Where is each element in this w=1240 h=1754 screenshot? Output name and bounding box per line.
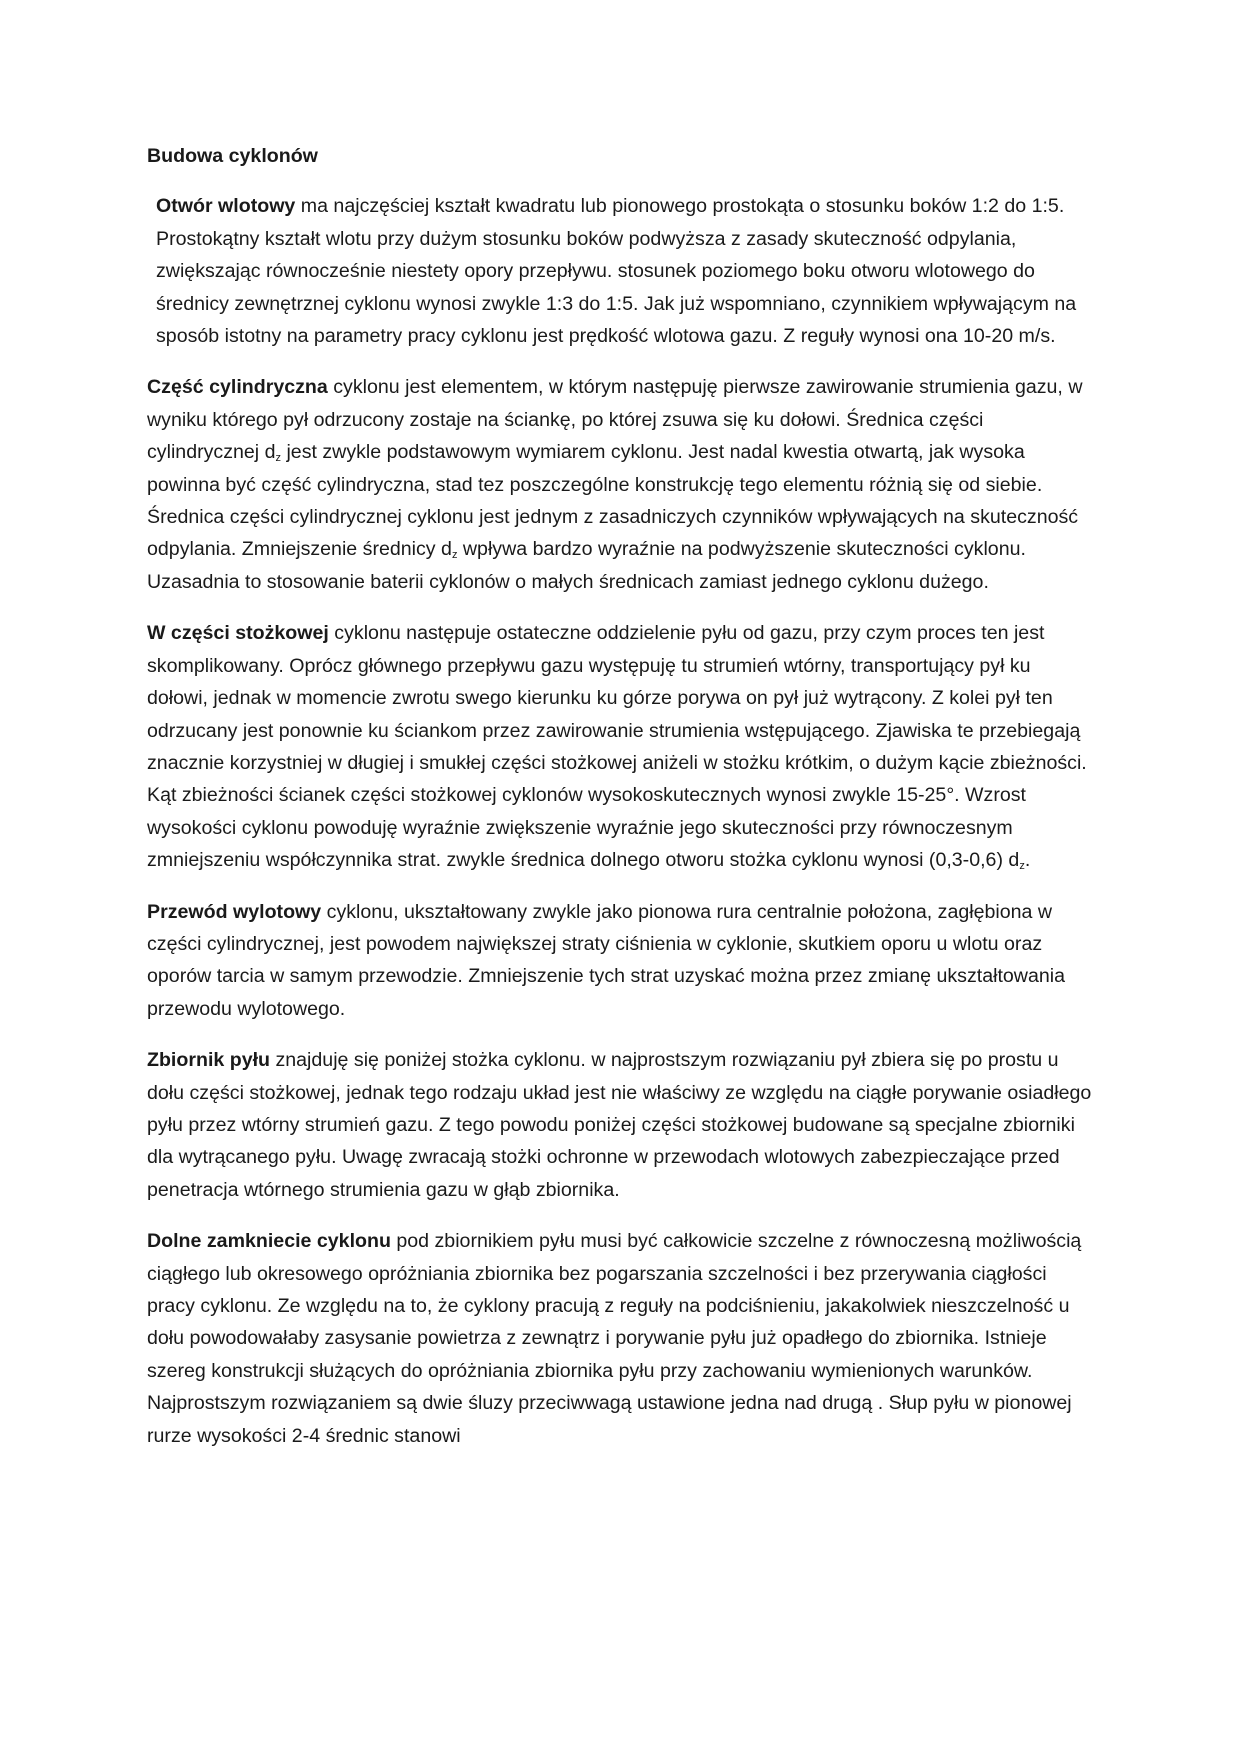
paragraph-lead: Część cylindryczna [147, 376, 328, 399]
paragraph-lead: Przewód wylotowy [147, 900, 322, 923]
paragraph-lead: Dolne zamkniecie cyklonu [147, 1230, 391, 1253]
document-title: Budowa cyklonów [147, 145, 318, 167]
paragraph-text: . [1024, 849, 1031, 872]
paragraph-text: jest zwykle podstawowym wymiarem cyklonu. Jest nadal kwestia otwartą, jak wysoka powinna być część cylindryczna, stad tez poszczególne konstrukcję tego elementu różnią się od siebie. Średnica części cylindrycznej cyklonu jest jednym z zasadniczych czynników wpływających na skuteczność odpylania. Zmniejszenie średnicy d [147, 441, 1079, 561]
paragraph-cylindrical [147, 371, 1092, 598]
paragraph-text: wpływa bardzo wyraźnie na podwyższenie skuteczności cyklonu. Uzasadnia to stosowanie baterii cyklonów o małych średnicach zamiast jednego cyklonu dużego. [147, 538, 1026, 593]
paragraph-text: pod zbiornikiem pyłu musi być całkowicie szczelne z równoczesną możliwością ciągłego lub okresowego opróżniania zbiornika bez pogarszania szczelności i bez przerywania ciągłości pracy cyklonu. Ze względu na to, że cyklony pracują z reguły na podciśnieniu, jakakolwiek nieszczelność u dołu powodowałaby zasysanie powietrza z zewnątrz i porywanie pyłu już opadłego do zbiornika. Istnieje szereg konstrukcji służących do opróżniania zbiornika pyłu przy zachowaniu wymienionych warunków. Najprostszym rozwiązaniem są dwie śluzy przeciwwagą ustawione jedna nad drugą . Słup pyłu w pionowej rurze wysokości 2-4 średnic stanowi [147, 1230, 1082, 1447]
paragraph-text: cyklonu następuje ostateczne oddzielenie pyłu od gazu, przy czym proces ten jest skomplikowany. Oprócz głównego przepływu gazu występuję tu strumień wtórny, transportujący pył ku dołowi, jednak w momencie zwrotu swego kierunku ku górze porywa on pył już wytrącony. Z kolei pył ten odrzucany jest ponownie ku ściankom przez zawirowanie strumienia wstępującego. Zjawiska te przebiegają znacznie korzystniej w długiej i smukłej części stożkowej aniżeli w stożku krótkim, o dużym kącie zbieżności. Kąt zbieżności ścianek części stożkowej cyklonów wysokoskutecznych wynosi zwykle 15-25°. Wzrost wysokości cyklonu powoduję wyraźnie zwiększenie wyraźnie jego skuteczności przy równoczesnym zmniejszeniu współczynnika strat. zwykle średnica dolnego otworu stożka cyklonu wynosi (0,3-0,6) d [147, 622, 1087, 872]
paragraph-lead: W części stożkowej [147, 622, 329, 645]
paragraph-text: cyklonu jest elementem, w którym następuję pierwsze zawirowanie strumienia gazu, w wyniku którego pył odrzucony zostaje na ściankę, po której zsuwa się ku dołowi. Średnica części cylindrycznej d [147, 376, 1083, 464]
subscript: z [275, 452, 281, 465]
subscript: z [451, 549, 458, 562]
paragraph-text: cyklonu, ukształtowany zwykle jako pionowa rura centralnie położona, zagłębiona w części cylindrycznej, jest powodem największej straty ciśnienia w cyklonie, skutkiem oporu u wlotu oraz oporów tarcia w samym przewodzie. Zmniejszenie tych strat uzyskać można przez zmianę ukształtowania przewodu wylotowego. [147, 900, 1065, 1020]
document-page [147, 140, 1092, 1471]
paragraph-lead: Otwór wlotowy [156, 195, 296, 218]
paragraph-text: znajduję się poniżej stożka cyklonu. w najprostszym rozwiązaniu pył zbiera się po prostu u dołu części stożkowej, jednak tego rodzaju układ jest nie właściwy ze względu na ciągłe porywanie osiadłego pyłu przez wtórny strumień gazu. Z tego powodu poniżej części stożkowej budowane są specjalne zbiorniki dla wytrącanego pyłu. Uwagę zwracają stożki ochronne w przewodach wlotowych zabezpieczające przed penetracja wtórnego strumienia gazu w głąb zbiornika. [147, 1049, 1092, 1201]
subscript: z [1019, 860, 1025, 873]
paragraph-lead: Zbiornik pyłu [147, 1049, 271, 1072]
paragraph-dust-tank [147, 1044, 1092, 1206]
paragraph-text: ma najczęściej kształt kwadratu lub pionowego prostokąta o stosunku boków 1:2 do 1:5. Prostokątny kształt wlotu przy dużym stosunku boków podwyższa z zasady skuteczność odpylania, zwiększając równocześnie niestety opory przepływu. stosunek poziomego boku otworu wlotowego do średnicy zewnętrznej cyklonu wynosi zwykle 1:3 do 1:5. Jak już wspomniano, czynnikiem wpływającym na sposób istotny na parametry pracy cyklonu jest prędkość wlotowa gazu. Z reguły wynosi ona 10-20 m/s. [156, 195, 1077, 348]
paragraph-bottom-closure [147, 1225, 1092, 1452]
paragraph-conical [147, 617, 1092, 876]
paragraph-inlet [147, 190, 1092, 352]
paragraph-outlet [147, 896, 1092, 1026]
